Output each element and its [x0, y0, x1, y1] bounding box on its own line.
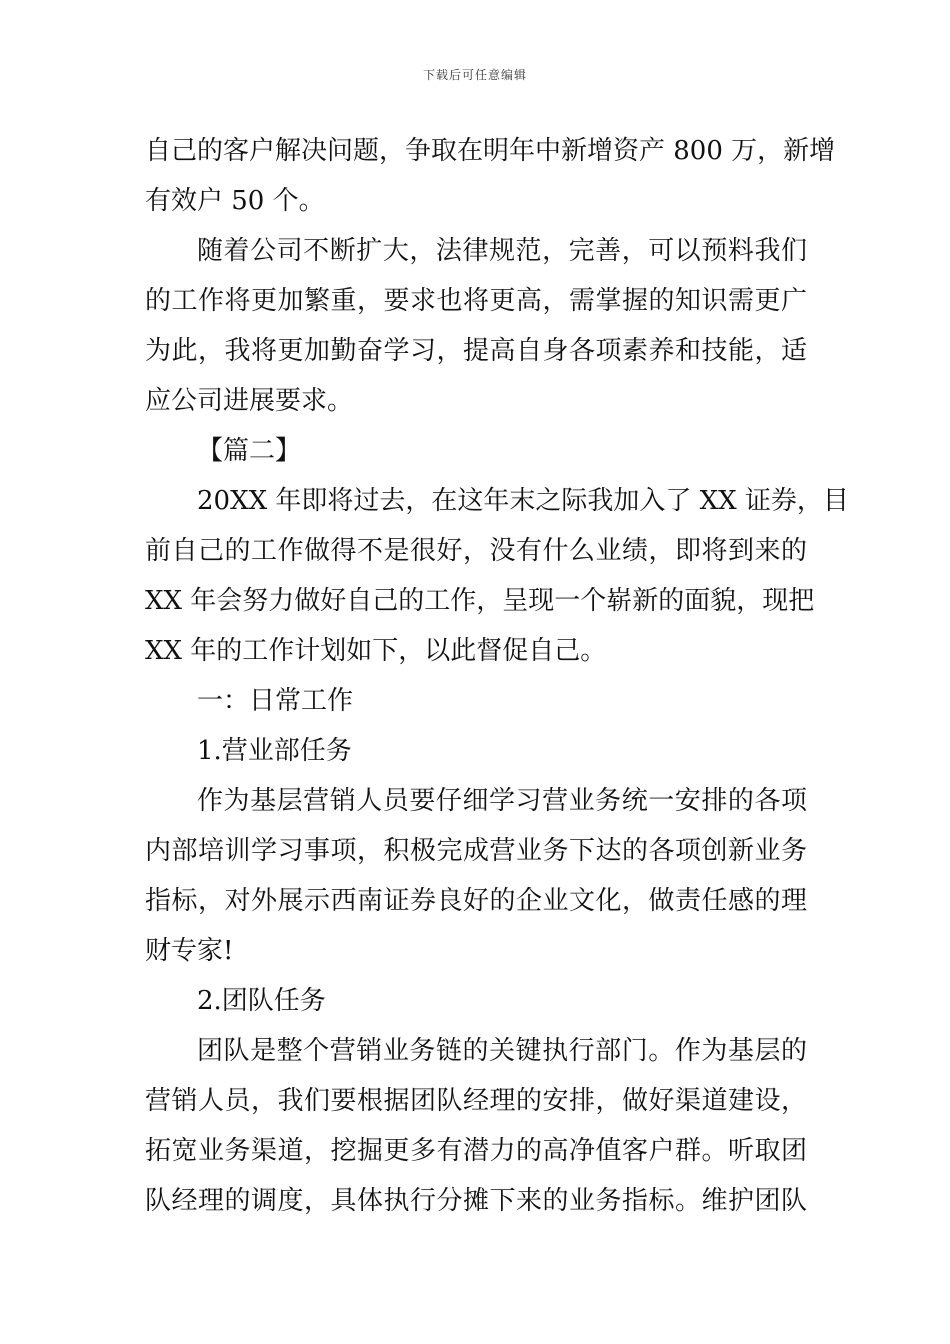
numbered-heading: 1.营业部任务	[197, 736, 352, 766]
section-heading: 【篇二】	[197, 436, 302, 466]
text-line: 有效户 50 个。	[145, 186, 325, 216]
text-line: 应公司进展要求。	[145, 386, 354, 416]
text-line: 作为基层营销人员要仔细学习营业务统一安排的各项	[197, 786, 807, 816]
text-line: 为此，我将更加勤奋学习，提高自身各项素养和技能，适	[145, 336, 807, 366]
text-line: 财专家!	[145, 936, 234, 966]
text-line: 营销人员，我们要根据团队经理的安排，做好渠道建设，	[145, 1086, 807, 1116]
numbered-heading: 2.团队任务	[197, 986, 326, 1016]
text-line: 队经理的调度，具体执行分摊下来的业务指标。维护团队	[145, 1186, 807, 1216]
subsection-heading: 一：日常工作	[197, 686, 354, 716]
text-line: XX 年的工作计划如下，以此督促自己。	[145, 636, 607, 666]
page-header-note: 下载后可任意编辑	[422, 68, 527, 82]
text-line: 前自己的工作做得不是很好，没有什么业绩，即将到来的	[145, 536, 807, 566]
document-body	[145, 126, 849, 1226]
text-line: 随着公司不断扩大，法律规范，完善，可以预料我们	[197, 236, 807, 266]
text-line: 拓宽业务渠道，挖掘更多有潜力的高净值客户群。听取团	[145, 1136, 807, 1166]
text-line: 团队是整个营销业务链的关键执行部门。作为基层的	[197, 1036, 807, 1066]
text-line: 的工作将更加繁重，要求也将更高，需掌握的知识需更广	[145, 286, 807, 316]
text-line: XX 年会努力做好自己的工作，呈现一个崭新的面貌，现把	[145, 586, 815, 616]
text-line: 内部培训学习事项，积极完成营业务下达的各项创新业务	[145, 836, 807, 866]
text-line: 20XX 年即将过去，在这年末之际我加入了 XX 证券，目	[197, 486, 849, 516]
text-line: 指标，对外展示西南证券良好的企业文化，做责任感的理	[145, 886, 807, 916]
text-line: 自己的客户解决问题，争取在明年中新增资产 800 万，新增	[145, 136, 836, 166]
